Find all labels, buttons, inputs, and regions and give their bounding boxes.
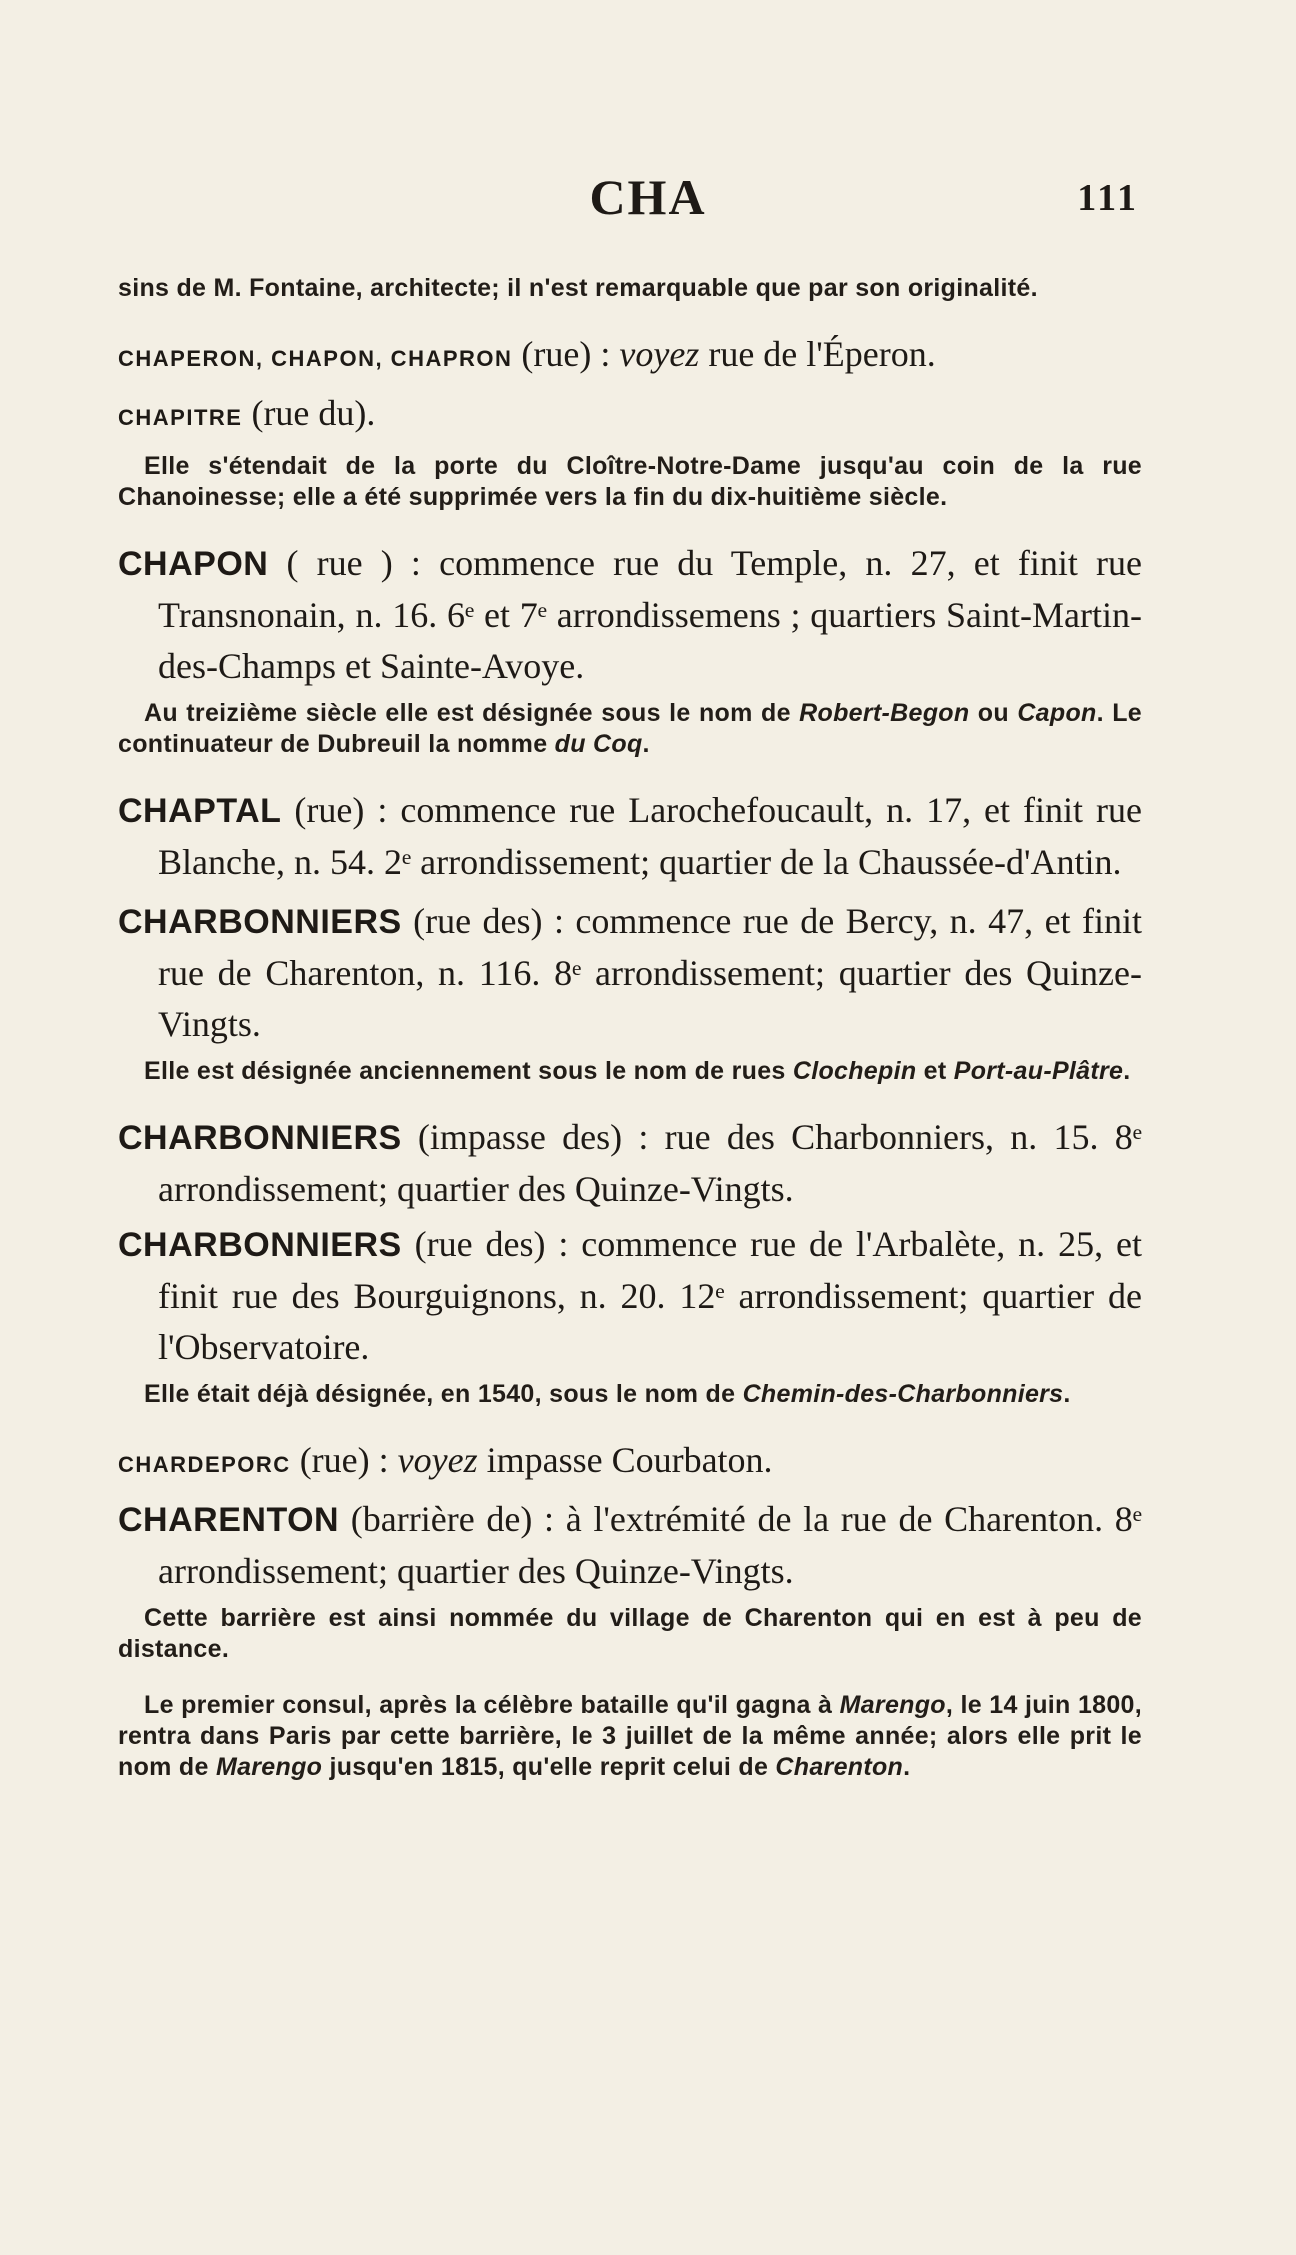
running-header <box>0 168 1296 228</box>
entry-chaperon <box>118 329 1142 384</box>
entry-note <box>118 1690 1142 1783</box>
entry-note <box>118 698 1142 760</box>
note-italic: Robert-Begon <box>799 699 970 727</box>
headword: CHAPERON, CHAPON, CHAPRON <box>118 346 513 371</box>
note-text: . <box>903 1753 911 1781</box>
entry-text: rue de l'Éperon. <box>699 334 936 374</box>
entry-charbonniers-impasse <box>118 1112 1142 1215</box>
entry-note <box>118 451 1142 513</box>
note-text: Elle était déjà désignée, en 1540, sous le nom de <box>144 1380 743 1408</box>
headword: CHAPTAL <box>118 792 282 830</box>
note-text: jusqu'en 1815, qu'elle reprit celui de <box>322 1753 776 1781</box>
entry-charbonniers-rue-1 <box>118 896 1142 1050</box>
note-text: . Le continuateur de Dubreuil la nomme <box>118 699 1142 758</box>
note-italic: du Coq <box>554 730 643 758</box>
entry-italic: voyez <box>619 334 700 374</box>
entry-text: (rue des) : commence rue de l'Arbalète, n. 25, et finit rue des Bourguignons, n. 20. 12ᵉ arrondissement; quartier de l'Observatoire. <box>158 1224 1142 1367</box>
headword: CHARENTON <box>118 1501 340 1539</box>
note-text: . <box>1063 1380 1071 1408</box>
entry-text: (rue) : commence rue Larochefoucault, n. 17, et finit rue Blanche, n. 54. 2ᵉ arrondissement; quartier de la Chaussée-d'Antin. <box>158 790 1142 882</box>
note-italic: Clochepin <box>792 1057 917 1085</box>
note-text: . <box>1123 1057 1131 1085</box>
note-text: sins de M. Fontaine, architecte; il n'est remarquable que par son originalité. <box>118 274 1038 302</box>
entry-text: (rue) : <box>512 334 620 374</box>
note-text: ou <box>969 699 1018 727</box>
headword: CHARDEPORC <box>118 1452 291 1477</box>
entry-charbonniers-rue-2 <box>118 1219 1142 1373</box>
note-text: Elle est désignée anciennement sous le nom de rues <box>144 1057 793 1085</box>
note-italic: Charenton <box>775 1753 904 1781</box>
note-italic: Marengo <box>215 1753 323 1781</box>
entry-note <box>118 1056 1142 1087</box>
note-italic: Chemin-des-Charbonniers <box>742 1380 1064 1408</box>
page-number: 111 <box>1077 177 1139 219</box>
headword: CHAPITRE <box>118 405 243 430</box>
entry-italic: voyez <box>397 1440 478 1480</box>
headword: CHARBONNIERS <box>118 1226 402 1264</box>
entry-text: (rue des) : commence rue de Bercy, n. 47, et finit rue de Charenton, n. 116. 8ᵉ arrondissement; quartier des Quinze-Vingts. <box>158 901 1142 1044</box>
continuation-note <box>118 273 1142 304</box>
entry-chaptal <box>118 785 1142 888</box>
note-text: , le 14 juin 1800, rentra dans Paris par cette barrière, le 3 juillet de la même année; alors elle prit le nom de <box>118 1691 1142 1781</box>
note-text: . <box>642 730 650 758</box>
entry-note <box>118 1603 1142 1665</box>
note-text: Elle s'étendait de la porte du Cloître-Notre-Dame jusqu'au coin de la rue Chanoinesse; elle a été supprimée vers la fin du dix-huitième siècle. <box>118 452 1142 511</box>
note-italic: Port-au-Plâtre <box>953 1057 1124 1085</box>
entry-text: (barrière de) : à l'extrémité de la rue de Charenton. 8ᵉ arrondissement; quartier des Quinze-Vingts. <box>158 1499 1142 1591</box>
note-italic: Capon <box>1017 699 1097 727</box>
entry-text: (impasse des) : rue des Charbonniers, n. 15. 8ᵉ arrondissement; quartier des Quinze-Vingts. <box>158 1117 1142 1209</box>
headword: CHARBONNIERS <box>118 1119 402 1157</box>
entry-chapitre <box>118 388 1142 443</box>
entry-note <box>118 1379 1142 1410</box>
entry-text: (rue du). <box>242 393 376 433</box>
note-text: Cette barrière est ainsi nommée du village de Charenton qui en est à peu de distance. <box>118 1604 1142 1663</box>
headword: CHARBONNIERS <box>118 903 402 941</box>
note-text: Au treizième siècle elle est désignée sous le nom de <box>144 699 800 727</box>
note-text: et <box>916 1057 954 1085</box>
note-italic: Marengo <box>839 1691 946 1719</box>
page-body <box>118 248 1142 1808</box>
entry-chapon <box>118 538 1142 692</box>
entry-charenton <box>118 1494 1142 1597</box>
running-title: CHA <box>589 169 707 225</box>
entry-text: impasse Courbaton. <box>477 1440 773 1480</box>
note-text: Le premier consul, après la célèbre bataille qu'il gagna à <box>144 1691 840 1719</box>
entry-text: (rue) : <box>290 1440 398 1480</box>
entry-text: ( rue ) : commence rue du Temple, n. 27, et finit rue Transnonain, n. 16. 6ᵉ et 7ᵉ arrondissemens ; quartiers Saint-Martin-des-Champs et Sainte-Avoye. <box>158 543 1142 686</box>
entry-chardeporc <box>118 1435 1142 1490</box>
headword: CHAPON <box>118 545 269 583</box>
